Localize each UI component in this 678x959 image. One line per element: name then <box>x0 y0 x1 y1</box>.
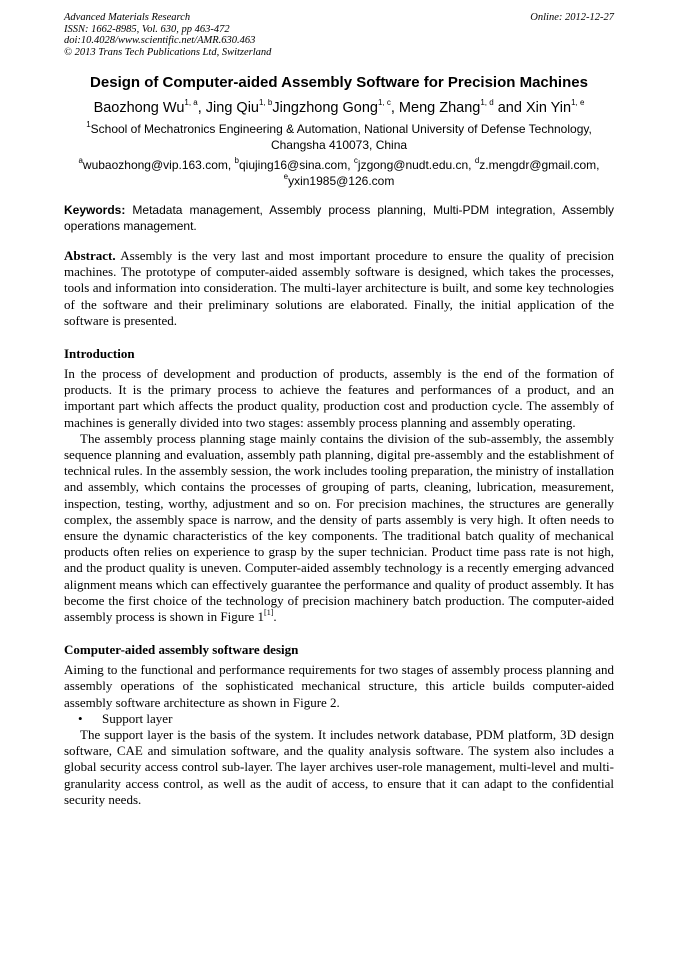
keywords-text: Metadata management, Assembly process planning, Multi-PDM integration, Assembly operations management. <box>64 203 614 233</box>
author-name: Xin Yin <box>525 100 572 116</box>
paper-page <box>64 12 614 808</box>
abstract-text: Assembly is the very last and most important procedure to ensure the quality of precision machines. The prototype of computer-aided assembly software is designed, which takes the processes, tools and information into consideration. The multi-layer architecture is built, and some key technologies of the software and their preliminary solutions are elaborated. Finally, the initial application of the software is presented. <box>64 248 614 328</box>
author-name: Meng Zhang <box>398 100 481 116</box>
author-affil-mark: 1, b <box>259 98 273 108</box>
section-heading-design: Computer-aided assembly software design <box>64 642 299 658</box>
abstract-label: Abstract. <box>64 248 116 263</box>
author-name: Jingzhong Gong <box>272 100 378 116</box>
affiliation <box>64 121 614 153</box>
email-link[interactable]: yxin1985@126.com <box>288 174 395 188</box>
email-mark: b <box>234 156 239 165</box>
abstract <box>64 248 614 329</box>
paper-title: Design of Computer-aided Assembly Software for Precision Machines <box>90 74 588 91</box>
design-paragraph-1: Aiming to the functional and performance requirements for two stages of assembly process planning and assembly operations of the sophisticated mechanical structure, this article builds computer-aided assembly software architecture as shown in Figure 2. <box>64 662 614 710</box>
citation-mark[interactable]: [1] <box>264 607 274 617</box>
email-mark: e <box>283 172 289 181</box>
email-link[interactable]: jzgong@nudt.edu.cn, <box>357 158 475 172</box>
intro-paragraph-2 <box>64 431 614 625</box>
journal-issn: ISSN: 1662-8985, Vol. 630, pp 463-472 <box>64 23 230 35</box>
journal-copyright: © 2013 Trans Tech Publications Ltd, Switzerland <box>64 46 272 58</box>
email-mark: d <box>474 156 480 165</box>
author-separator: , <box>197 100 206 116</box>
bullet-text: Support layer <box>102 710 173 726</box>
author-list <box>64 99 614 117</box>
email-mark: c <box>353 156 358 165</box>
author-affil-mark: 1, d <box>480 98 494 108</box>
author-separator: , <box>390 100 399 116</box>
bullet-symbol: • <box>78 710 83 726</box>
intro-paragraph-1: In the process of development and production of products, assembly is the end of the formation of products. It is the primary process to achieve the features and performances of a product, and an important part which affects the product quality, production cost and production cycle. The assembly of machines is generally divided into two stages: assembly process planning and assembly operating. <box>64 366 614 430</box>
journal-name: Advanced Materials Research <box>64 12 191 23</box>
author-emails <box>64 157 614 189</box>
email-link[interactable]: z.mengdr@gmail.com, <box>479 158 600 172</box>
author-affil-mark: 1, c <box>377 98 391 108</box>
email-mark: a <box>78 156 83 165</box>
keywords-label: Keywords: <box>64 203 126 217</box>
design-paragraph-2: The support layer is the basis of the system. It includes network database, PDM platform, 3D design software, CAE and simulation software, and the quality analysis software. The system also includes a global security access control sub-layer. The layer archives user-role management, multi-level and multi-granularity access control, as well as the audit of access, to ensure that it can adapt to the confidential security needs. <box>64 727 614 807</box>
affiliation-text: School of Mechatronics Engineering & Automation, National University of Defense Technology, Changsha 410073, China <box>90 122 592 152</box>
author-name: Jing Qiu <box>205 100 259 116</box>
paragraph-end: . <box>273 609 277 625</box>
author-name: Baozhong Wu <box>93 100 185 116</box>
author-separator: and <box>493 100 526 116</box>
author-affil-mark: 1, a <box>184 98 198 108</box>
affiliation-mark: 1 <box>86 120 91 129</box>
bullet-item <box>64 711 614 727</box>
email-link[interactable]: qiujing16@sina.com, <box>238 158 354 172</box>
section-heading-introduction: Introduction <box>64 346 135 362</box>
email-link[interactable]: wubaozhong@vip.163.com, <box>82 158 235 172</box>
keywords <box>64 203 614 234</box>
intro-paragraph-2-text: The assembly process planning stage mainly contains the division of the sub-assembly, the assembly sequence planning and evaluation, assembly path planning, digital pre-assembly and the establishment of technical rules. In the assembly session, the work includes tooling preparation, the ministry of installation and assembly, which contains the processes of grouping of parts, cleaning, lubrication, measurement, inspection, testing, worthy, adjustment and so on. For precision machines, the structures are generally complex, the assembly space is narrow, and the density of parts assembly is very high. It often needs to ensure the dynamic characteristics of the key components. The traditional batch quality of mechanical products often relies on experience to grasp by the super technician. Product time pass rate is not high, and the product quality is uneven. Computer-aided assembly technology is a recently emerging advanced alignment means which can effectively guarantee the performance and quality of product assembly. It has become the first choice of the technology of precision machinery batch production. The computer-aided assembly process is shown in Figure 1 <box>64 430 614 625</box>
online-date: Online: 2012-12-27 <box>530 12 614 23</box>
journal-doi: doi:10.4028/www.scientific.net/AMR.630.463 <box>64 35 256 46</box>
author-affil-mark: 1, e <box>571 98 585 108</box>
journal-header <box>64 12 614 58</box>
